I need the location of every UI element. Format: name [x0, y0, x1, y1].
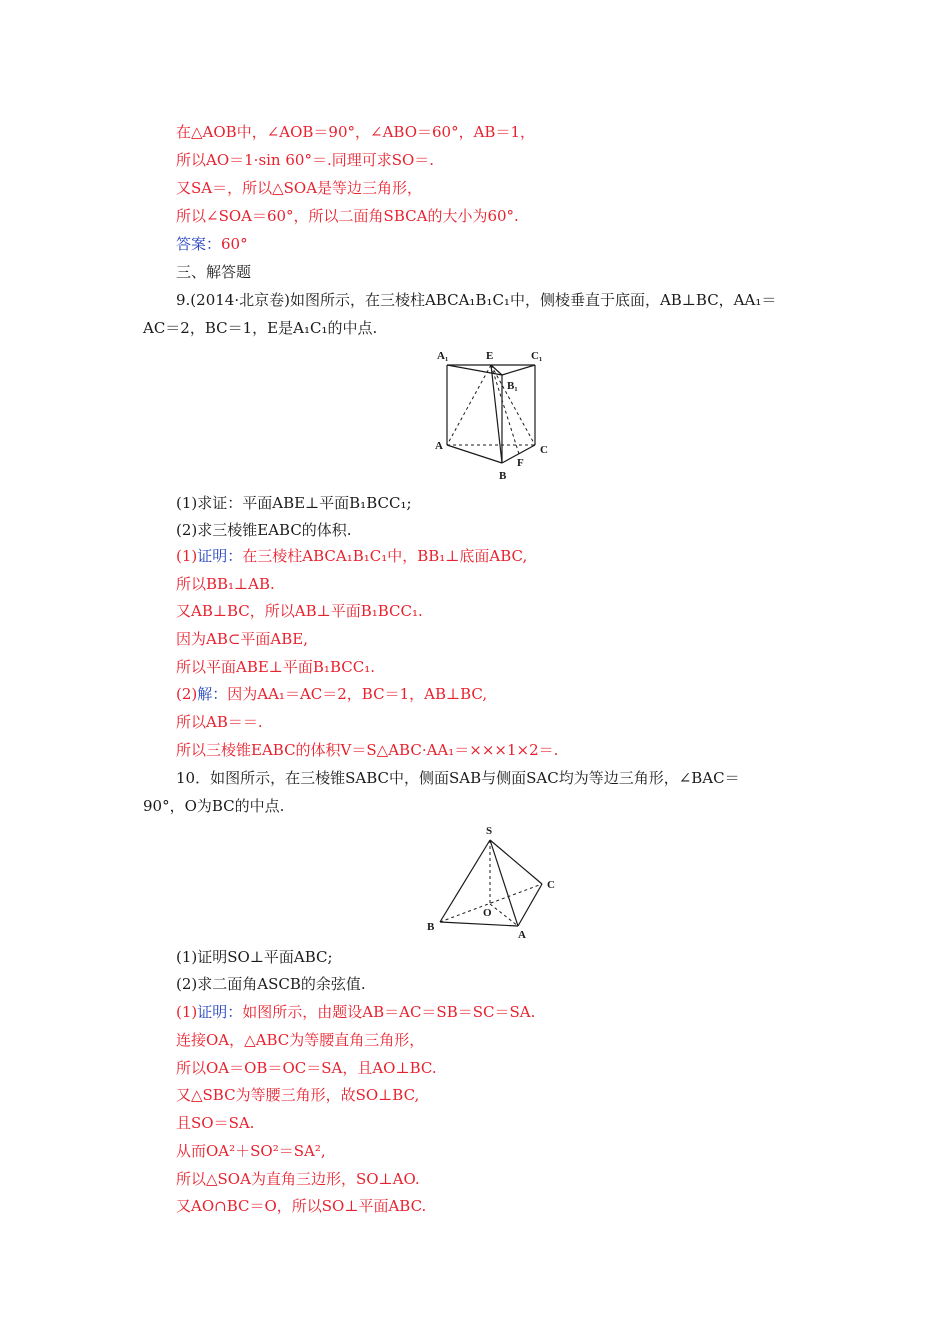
problem-10-question-2: (2)求二面角ASCB的余弦值.	[176, 975, 366, 993]
part-prefix: (2)	[176, 685, 198, 703]
problem-9-solution-2	[176, 684, 487, 704]
solution-line: 所以AO＝1·sin 60°＝.同理可求SO＝.	[176, 151, 435, 169]
label-E: E	[486, 350, 494, 362]
proof-text: 如图所示，由题设AB＝AC＝SB＝SC＝SA.	[242, 1003, 536, 1021]
answer-line	[176, 234, 248, 254]
label-B: B	[499, 470, 507, 482]
problem-9-question-2: (2)求三棱锥EABC的体积.	[176, 521, 352, 539]
problem-9-stem: 9.(2014·北京卷)如图所示，在三棱柱ABCA₁B₁C₁中，侧棱垂直于底面，AB⊥BC，AA₁＝	[176, 291, 777, 309]
part-prefix: (1)	[176, 1003, 198, 1021]
label-O: O	[483, 907, 492, 919]
label-A1: A₁	[437, 350, 449, 362]
solution-line: 所以AB＝＝.	[176, 713, 263, 731]
label-A: A	[435, 440, 443, 452]
solution-line: 且SO＝SA.	[176, 1114, 255, 1132]
solution-line: 所以三棱锥EABC的体积V＝S△ABC·AA₁＝×××1×2＝.	[176, 741, 559, 759]
answer-label: 答案：	[176, 235, 222, 253]
proof-label: 证明：	[197, 547, 243, 565]
label-F: F	[517, 457, 524, 469]
solution-line: 又△SBC为等腰三角形，故SO⊥BC,	[176, 1086, 420, 1104]
problem-9-stem-cont: AC＝2，BC＝1，E是A₁C₁的中点.	[143, 319, 378, 337]
label-B1: B₁	[507, 380, 518, 392]
problem-9-question-1: (1)求证：平面ABE⊥平面B₁BCC₁;	[176, 494, 412, 512]
label-S: S	[486, 825, 493, 837]
solution-line: 所以△SOA为直角三边形，SO⊥AO.	[176, 1170, 420, 1188]
proof-text: 在三棱柱ABCA₁B₁C₁中，BB₁⊥底面ABC,	[242, 547, 528, 565]
solution-line: 又SA＝，所以△SOA是等边三角形，	[176, 179, 423, 197]
label-C: C	[540, 444, 548, 456]
label-C: C	[547, 879, 555, 891]
solution-line: 所以OA＝OB＝OC＝SA，且AO⊥BC.	[176, 1059, 437, 1077]
solution-line: 又AB⊥BC，所以AB⊥平面B₁BCC₁.	[176, 602, 423, 620]
solution-label: 解：	[197, 685, 228, 703]
answer-value: 60°	[221, 235, 248, 253]
problem-10-stem: 10．如图所示，在三棱锥SABC中，侧面SAB与侧面SAC均为等边三角形，∠BAC＝	[176, 769, 740, 787]
problem-10-solution-1	[176, 1002, 535, 1022]
solution-line: 又AO∩BC＝O，所以SO⊥平面ABC.	[176, 1197, 427, 1215]
solution-line: 因为AB⊂平面ABE,	[176, 630, 308, 648]
problem-10-stem-cont: 90°，O为BC的中点.	[143, 797, 285, 815]
solution-line: 所以平面ABE⊥平面B₁BCC₁.	[176, 658, 375, 676]
section-heading: 三、解答题	[176, 263, 252, 281]
label-C1: C₁	[531, 350, 543, 362]
pyramid-figure	[420, 822, 565, 942]
problem-9-solution-1	[176, 546, 527, 566]
solution-text: 因为AA₁＝AC＝2，BC＝1，AB⊥BC,	[227, 685, 488, 703]
solution-line: 在△AOB中，∠AOB＝90°，∠ABO＝60°，AB＝1，	[176, 123, 535, 141]
problem-10-question-1: (1)证明SO⊥平面ABC;	[176, 948, 333, 966]
part-prefix: (1)	[176, 547, 198, 565]
label-A: A	[518, 929, 526, 941]
proof-label: 证明：	[197, 1003, 243, 1021]
solution-line: 连接OA，△ABC为等腰直角三角形，	[176, 1031, 425, 1049]
solution-line: 所以∠SOA＝60°，所以二面角SBCA的大小为60°.	[176, 207, 519, 225]
prism-figure	[425, 345, 555, 485]
solution-line: 所以BB₁⊥AB.	[176, 575, 275, 593]
solution-line: 从而OA²＋SO²＝SA²,	[176, 1142, 326, 1160]
label-B: B	[427, 921, 435, 933]
